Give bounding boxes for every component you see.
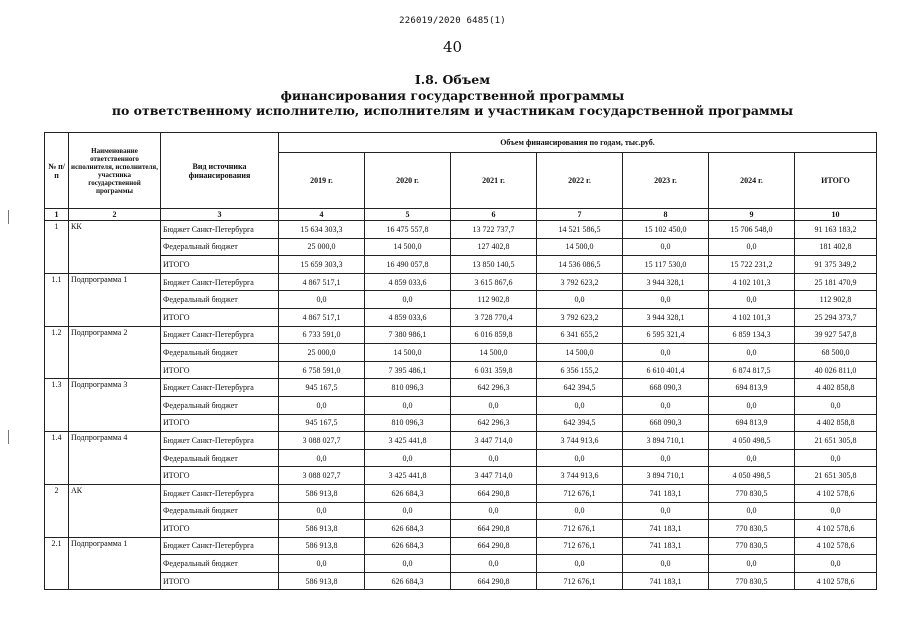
funding-source: Бюджет Санкт-Петербурга [161,326,279,344]
amount-cell: 642 296,3 [451,379,537,397]
total-cell: 21 651 305,8 [795,467,877,485]
executor-name: КК [69,221,161,274]
index-cell: 2 [69,209,161,221]
row-number: 1.1 [45,273,69,326]
amount-cell: 0,0 [279,396,365,414]
amount-cell: 0,0 [623,502,709,520]
amount-cell: 15 722 231,2 [709,256,795,274]
funding-source: ИТОГО [161,361,279,379]
title-line-1: I.8. Объем [414,72,491,87]
amount-cell: 741 183,1 [623,520,709,538]
funding-source: ИТОГО [161,256,279,274]
financing-table [44,132,877,590]
amount-cell: 3 792 623,2 [537,273,623,291]
amount-cell: 0,0 [623,449,709,467]
table-row [45,221,877,239]
executor-name: Подпрограмма 1 [69,537,161,590]
total-cell: 91 375 349,2 [795,256,877,274]
total-cell: 4 102 578,6 [795,572,877,590]
amount-cell: 3 944 328,1 [623,273,709,291]
table-row [45,379,877,397]
table-row [45,396,877,414]
total-cell: 25 181 470,9 [795,273,877,291]
amount-cell: 4 859 033,6 [365,273,451,291]
funding-source: ИТОГО [161,467,279,485]
amount-cell: 3 894 710,1 [623,467,709,485]
table-row [45,414,877,432]
amount-cell: 0,0 [365,396,451,414]
table-body [45,221,877,590]
funding-source: Федеральный бюджет [161,291,279,309]
amount-cell: 0,0 [709,238,795,256]
amount-cell: 810 096,3 [365,379,451,397]
table-row [45,273,877,291]
header-year: 2020 г. [365,153,451,209]
index-cell: 7 [537,209,623,221]
amount-cell: 0,0 [365,449,451,467]
executor-name: Подпрограмма 1 [69,273,161,326]
total-cell: 25 294 373,7 [795,308,877,326]
index-cell: 3 [161,209,279,221]
total-cell: 112 902,8 [795,291,877,309]
amount-cell: 3 088 027,7 [279,432,365,450]
amount-cell: 6 031 359,8 [451,361,537,379]
table-row [45,432,877,450]
amount-cell: 3 615 867,6 [451,273,537,291]
table-row [45,484,877,502]
amount-cell: 0,0 [279,502,365,520]
amount-cell: 15 102 450,0 [623,221,709,239]
amount-cell: 13 722 737,7 [451,221,537,239]
amount-cell: 14 521 586,5 [537,221,623,239]
table-row [45,326,877,344]
amount-cell: 664 290,8 [451,520,537,538]
header-name: Наименование ответственного исполнителя, исполнителя, участника государственной программы [69,133,161,209]
amount-cell: 741 183,1 [623,484,709,502]
amount-cell: 642 394,5 [537,379,623,397]
index-cell: 4 [279,209,365,221]
amount-cell: 770 830,5 [709,520,795,538]
amount-cell: 770 830,5 [709,572,795,590]
row-number: 1.4 [45,432,69,485]
amount-cell: 0,0 [709,555,795,573]
page-title [0,72,905,119]
amount-cell: 4 859 033,6 [365,308,451,326]
total-cell: 4 402 858,8 [795,379,877,397]
amount-cell: 3 425 441,8 [365,467,451,485]
total-cell: 68 500,0 [795,344,877,362]
amount-cell: 6 341 655,2 [537,326,623,344]
amount-cell: 712 676,1 [537,537,623,555]
table-row [45,308,877,326]
amount-cell: 3 425 441,8 [365,432,451,450]
amount-cell: 3 447 714,0 [451,432,537,450]
index-cell: 6 [451,209,537,221]
amount-cell: 6 595 321,4 [623,326,709,344]
amount-cell: 16 475 557,8 [365,221,451,239]
amount-cell: 6 016 859,8 [451,326,537,344]
header-total: ИТОГО [795,153,877,209]
table-row [45,537,877,555]
amount-cell: 25 000,0 [279,238,365,256]
amount-cell: 0,0 [365,555,451,573]
amount-cell: 0,0 [537,291,623,309]
amount-cell: 945 167,5 [279,379,365,397]
amount-cell: 0,0 [709,344,795,362]
amount-cell: 586 913,8 [279,572,365,590]
amount-cell: 14 536 086,5 [537,256,623,274]
executor-name: Подпрограмма 2 [69,326,161,379]
amount-cell: 6 610 401,4 [623,361,709,379]
document-id: 226019/2020 6485(1) [399,16,506,26]
amount-cell: 3 744 913,6 [537,432,623,450]
executor-name: Подпрограмма 3 [69,379,161,432]
amount-cell: 712 676,1 [537,572,623,590]
funding-source: Бюджет Санкт-Петербурга [161,537,279,555]
amount-cell: 0,0 [623,238,709,256]
amount-cell: 0,0 [451,396,537,414]
amount-cell: 0,0 [623,344,709,362]
amount-cell: 0,0 [709,449,795,467]
amount-cell: 586 913,8 [279,484,365,502]
header-year: 2019 г. [279,153,365,209]
amount-cell: 0,0 [365,291,451,309]
amount-cell: 626 684,3 [365,484,451,502]
index-cell: 9 [709,209,795,221]
total-cell: 91 163 183,2 [795,221,877,239]
amount-cell: 664 290,8 [451,484,537,502]
table-row [45,520,877,538]
amount-cell: 642 394,5 [537,414,623,432]
total-cell: 4 102 578,6 [795,520,877,538]
amount-cell: 3 447 714,0 [451,467,537,485]
amount-cell: 0,0 [709,502,795,520]
amount-cell: 741 183,1 [623,572,709,590]
table-row [45,256,877,274]
amount-cell: 4 102 101,3 [709,308,795,326]
amount-cell: 0,0 [537,396,623,414]
table-row [45,361,877,379]
funding-source: ИТОГО [161,414,279,432]
amount-cell: 0,0 [279,449,365,467]
scan-edge-mark [8,430,9,444]
total-cell: 40 026 811,0 [795,361,877,379]
amount-cell: 664 290,8 [451,537,537,555]
funding-source: ИТОГО [161,520,279,538]
amount-cell: 626 684,3 [365,520,451,538]
scan-edge-mark [8,210,9,224]
table-row [45,449,877,467]
amount-cell: 0,0 [623,396,709,414]
funding-source: Бюджет Санкт-Петербурга [161,273,279,291]
total-cell: 4 102 578,6 [795,484,877,502]
header-volume: Объем финансирования по годам, тыс.руб. [279,133,877,153]
funding-source: ИТОГО [161,572,279,590]
amount-cell: 0,0 [279,555,365,573]
amount-cell: 0,0 [451,449,537,467]
amount-cell: 668 090,3 [623,379,709,397]
amount-cell: 626 684,3 [365,537,451,555]
table-row [45,467,877,485]
header-year: 2022 г. [537,153,623,209]
amount-cell: 3 792 623,2 [537,308,623,326]
amount-cell: 0,0 [709,396,795,414]
amount-cell: 3 728 770,4 [451,308,537,326]
amount-cell: 6 733 591,0 [279,326,365,344]
index-cell: 8 [623,209,709,221]
table-row [45,344,877,362]
amount-cell: 3 894 710,1 [623,432,709,450]
amount-cell: 626 684,3 [365,572,451,590]
table-row [45,572,877,590]
header-source: Вид источника финансирования [161,133,279,209]
total-cell: 4 402 858,8 [795,414,877,432]
index-row [45,209,877,221]
amount-cell: 642 296,3 [451,414,537,432]
amount-cell: 127 402,8 [451,238,537,256]
amount-cell: 4 050 498,5 [709,432,795,450]
funding-source: Бюджет Санкт-Петербурга [161,484,279,502]
amount-cell: 3 944 328,1 [623,308,709,326]
total-cell: 0,0 [795,449,877,467]
amount-cell: 7 395 486,1 [365,361,451,379]
row-number: 2 [45,484,69,537]
amount-cell: 7 380 986,1 [365,326,451,344]
index-cell: 1 [45,209,69,221]
header-year: 2023 г. [623,153,709,209]
amount-cell: 668 090,3 [623,414,709,432]
amount-cell: 694 813,9 [709,414,795,432]
amount-cell: 15 117 530,0 [623,256,709,274]
row-number: 1.2 [45,326,69,379]
total-cell: 39 927 547,8 [795,326,877,344]
funding-source: Федеральный бюджет [161,502,279,520]
amount-cell: 4 867 517,1 [279,273,365,291]
amount-cell: 0,0 [537,555,623,573]
amount-cell: 15 634 303,3 [279,221,365,239]
amount-cell: 664 290,8 [451,572,537,590]
executor-name: АК [69,484,161,537]
funding-source: Федеральный бюджет [161,449,279,467]
amount-cell: 14 500,0 [537,238,623,256]
amount-cell: 4 867 517,1 [279,308,365,326]
amount-cell: 586 913,8 [279,537,365,555]
total-cell: 21 651 305,8 [795,432,877,450]
amount-cell: 741 183,1 [623,537,709,555]
amount-cell: 16 490 057,8 [365,256,451,274]
amount-cell: 0,0 [537,502,623,520]
funding-source: Федеральный бюджет [161,344,279,362]
amount-cell: 6 859 134,3 [709,326,795,344]
total-cell: 0,0 [795,555,877,573]
index-cell: 5 [365,209,451,221]
amount-cell: 0,0 [709,291,795,309]
amount-cell: 0,0 [451,502,537,520]
total-cell: 181 402,8 [795,238,877,256]
amount-cell: 0,0 [623,555,709,573]
amount-cell: 3 088 027,7 [279,467,365,485]
total-cell: 4 102 578,6 [795,537,877,555]
amount-cell: 4 102 101,3 [709,273,795,291]
amount-cell: 0,0 [623,291,709,309]
amount-cell: 112 902,8 [451,291,537,309]
amount-cell: 0,0 [365,502,451,520]
header-year: 2021 г. [451,153,537,209]
table-row [45,291,877,309]
amount-cell: 770 830,5 [709,537,795,555]
amount-cell: 14 500,0 [537,344,623,362]
funding-source: Бюджет Санкт-Петербурга [161,221,279,239]
amount-cell: 14 500,0 [365,238,451,256]
funding-source: Федеральный бюджет [161,238,279,256]
amount-cell: 694 813,9 [709,379,795,397]
amount-cell: 14 500,0 [365,344,451,362]
table-row [45,502,877,520]
row-number: 1.3 [45,379,69,432]
total-cell: 0,0 [795,502,877,520]
amount-cell: 25 000,0 [279,344,365,362]
executor-name: Подпрограмма 4 [69,432,161,485]
page-number: 40 [442,38,463,56]
amount-cell: 712 676,1 [537,484,623,502]
amount-cell: 770 830,5 [709,484,795,502]
amount-cell: 15 706 548,0 [709,221,795,239]
title-line-2: финансирования государственной программы [280,87,625,103]
amount-cell: 945 167,5 [279,414,365,432]
total-cell: 0,0 [795,396,877,414]
header-year: 2024 г. [709,153,795,209]
amount-cell: 3 744 913,6 [537,467,623,485]
funding-source: Федеральный бюджет [161,396,279,414]
amount-cell: 6 356 155,2 [537,361,623,379]
amount-cell: 0,0 [279,291,365,309]
amount-cell: 0,0 [451,555,537,573]
table-row [45,238,877,256]
amount-cell: 0,0 [537,449,623,467]
title-line-3: по ответственному исполнителю, исполнителям и участникам государственной программы [111,103,794,118]
amount-cell: 4 050 498,5 [709,467,795,485]
index-cell: 10 [795,209,877,221]
amount-cell: 14 500,0 [451,344,537,362]
funding-source: Федеральный бюджет [161,555,279,573]
funding-source: Бюджет Санкт-Петербурга [161,432,279,450]
amount-cell: 13 850 140,5 [451,256,537,274]
header-num: № п/п [45,133,69,209]
amount-cell: 6 758 591,0 [279,361,365,379]
row-number: 2.1 [45,537,69,590]
amount-cell: 6 874 817,5 [709,361,795,379]
amount-cell: 810 096,3 [365,414,451,432]
funding-source: Бюджет Санкт-Петербурга [161,379,279,397]
table-row [45,555,877,573]
row-number: 1 [45,221,69,274]
funding-source: ИТОГО [161,308,279,326]
amount-cell: 15 659 303,3 [279,256,365,274]
amount-cell: 712 676,1 [537,520,623,538]
amount-cell: 586 913,8 [279,520,365,538]
